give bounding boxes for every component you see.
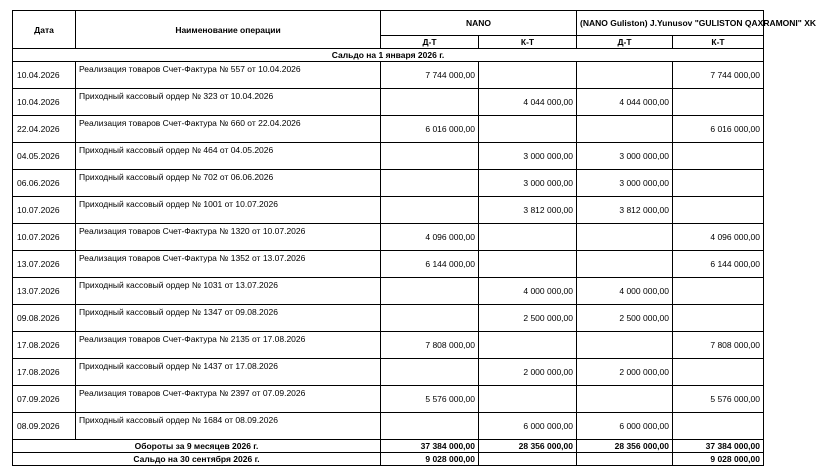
row-credit-2 bbox=[673, 305, 764, 332]
row-credit-2 bbox=[673, 278, 764, 305]
row-debit-1: 7 744 000,00 bbox=[381, 62, 479, 89]
row-date: 10.07.2026 bbox=[13, 224, 76, 251]
table-row bbox=[13, 170, 764, 197]
row-debit-2: 2 000 000,00 bbox=[577, 359, 673, 386]
row-debit-2: 3 812 000,00 bbox=[577, 197, 673, 224]
header-credit-1: К-Т bbox=[479, 36, 577, 49]
row-credit-2: 5 576 000,00 bbox=[673, 386, 764, 413]
row-debit-2: 4 044 000,00 bbox=[577, 89, 673, 116]
row-operation: Реализация товаров Счет-Фактура № 2135 от 17.08.2026 bbox=[76, 332, 381, 359]
closing-debit-1: 9 028 000,00 bbox=[381, 453, 479, 466]
header-party-nano: NANO bbox=[381, 11, 577, 36]
row-debit-1: 6 144 000,00 bbox=[381, 251, 479, 278]
table-row bbox=[13, 62, 764, 89]
table-row bbox=[13, 359, 764, 386]
row-debit-1: 6 016 000,00 bbox=[381, 116, 479, 143]
row-credit-2: 6 144 000,00 bbox=[673, 251, 764, 278]
row-debit-2 bbox=[577, 251, 673, 278]
row-debit-2 bbox=[577, 62, 673, 89]
turnover-debit-2: 28 356 000,00 bbox=[577, 440, 673, 453]
row-credit-2: 7 808 000,00 bbox=[673, 332, 764, 359]
table-row bbox=[13, 251, 764, 278]
row-debit-2 bbox=[577, 332, 673, 359]
opening-balance-label: Сальдо на 1 января 2026 г. bbox=[13, 49, 764, 62]
table-row bbox=[13, 386, 764, 413]
row-date: 08.09.2026 bbox=[13, 413, 76, 440]
row-credit-1 bbox=[479, 332, 577, 359]
row-debit-1 bbox=[381, 197, 479, 224]
row-date: 22.04.2026 bbox=[13, 116, 76, 143]
header-operation: Наименование операции bbox=[76, 11, 381, 49]
row-credit-1 bbox=[479, 116, 577, 143]
table-row bbox=[13, 197, 764, 224]
row-date: 06.06.2026 bbox=[13, 170, 76, 197]
row-date: 10.07.2026 bbox=[13, 197, 76, 224]
closing-credit-1 bbox=[479, 453, 577, 466]
row-operation: Приходный кассовый ордер № 1031 от 13.07.2026 bbox=[76, 278, 381, 305]
row-debit-2: 6 000 000,00 bbox=[577, 413, 673, 440]
turnover-debit-1: 37 384 000,00 bbox=[381, 440, 479, 453]
table-row bbox=[13, 305, 764, 332]
row-debit-1 bbox=[381, 170, 479, 197]
reconciliation-table bbox=[12, 10, 816, 466]
row-credit-1 bbox=[479, 386, 577, 413]
row-credit-1 bbox=[479, 224, 577, 251]
row-credit-1: 3 812 000,00 bbox=[479, 197, 577, 224]
header-party-guliston: (NANO Guliston) J.Yunusov "GULISTON QAXRAMONI" XK bbox=[577, 11, 764, 36]
row-debit-2: 4 000 000,00 bbox=[577, 278, 673, 305]
row-debit-2 bbox=[577, 224, 673, 251]
row-operation: Приходный кассовый ордер № 1001 от 10.07.2026 bbox=[76, 197, 381, 224]
row-credit-1: 4 000 000,00 bbox=[479, 278, 577, 305]
table-row bbox=[13, 143, 764, 170]
row-credit-1: 2 000 000,00 bbox=[479, 359, 577, 386]
turnover-row bbox=[13, 440, 764, 453]
row-date: 10.04.2026 bbox=[13, 89, 76, 116]
table-row bbox=[13, 116, 764, 143]
row-operation: Приходный кассовый ордер № 323 от 10.04.2026 bbox=[76, 89, 381, 116]
row-credit-1: 3 000 000,00 bbox=[479, 143, 577, 170]
table-row bbox=[13, 332, 764, 359]
row-credit-2 bbox=[673, 197, 764, 224]
row-credit-2 bbox=[673, 413, 764, 440]
row-credit-2 bbox=[673, 143, 764, 170]
closing-credit-2: 9 028 000,00 bbox=[673, 453, 764, 466]
table-row bbox=[13, 413, 764, 440]
turnover-label: Обороты за 9 месяцев 2026 г. bbox=[13, 440, 381, 453]
row-operation: Реализация товаров Счет-Фактура № 1320 от 10.07.2026 bbox=[76, 224, 381, 251]
row-operation: Реализация товаров Счет-Фактура № 557 от 10.04.2026 bbox=[76, 62, 381, 89]
header-debit-2: Д-Т bbox=[577, 36, 673, 49]
row-credit-2 bbox=[673, 89, 764, 116]
header-row bbox=[13, 11, 764, 36]
row-debit-2 bbox=[577, 116, 673, 143]
row-credit-1: 4 044 000,00 bbox=[479, 89, 577, 116]
row-credit-2 bbox=[673, 170, 764, 197]
row-credit-1 bbox=[479, 62, 577, 89]
row-operation: Приходный кассовый ордер № 1684 от 08.09.2026 bbox=[76, 413, 381, 440]
row-date: 17.08.2026 bbox=[13, 359, 76, 386]
row-credit-2 bbox=[673, 359, 764, 386]
row-credit-1: 2 500 000,00 bbox=[479, 305, 577, 332]
row-debit-2 bbox=[577, 386, 673, 413]
row-debit-1 bbox=[381, 305, 479, 332]
turnover-credit-2: 37 384 000,00 bbox=[673, 440, 764, 453]
row-debit-1 bbox=[381, 359, 479, 386]
table-row bbox=[13, 224, 764, 251]
header-credit-2: К-Т bbox=[673, 36, 764, 49]
row-operation: Реализация товаров Счет-Фактура № 660 от 22.04.2026 bbox=[76, 116, 381, 143]
row-credit-1: 3 000 000,00 bbox=[479, 170, 577, 197]
row-date: 13.07.2026 bbox=[13, 251, 76, 278]
row-operation: Приходный кассовый ордер № 464 от 04.05.2026 bbox=[76, 143, 381, 170]
row-debit-1: 4 096 000,00 bbox=[381, 224, 479, 251]
row-operation: Приходный кассовый ордер № 702 от 06.06.2026 bbox=[76, 170, 381, 197]
closing-debit-2 bbox=[577, 453, 673, 466]
row-date: 04.05.2026 bbox=[13, 143, 76, 170]
row-operation: Приходный кассовый ордер № 1437 от 17.08.2026 bbox=[76, 359, 381, 386]
table-row bbox=[13, 278, 764, 305]
row-debit-1: 5 576 000,00 bbox=[381, 386, 479, 413]
header-debit-1: Д-Т bbox=[381, 36, 479, 49]
opening-balance-row bbox=[13, 49, 764, 62]
row-debit-1 bbox=[381, 89, 479, 116]
header-date: Дата bbox=[13, 11, 76, 49]
row-date: 09.08.2026 bbox=[13, 305, 76, 332]
row-debit-1 bbox=[381, 278, 479, 305]
table-row bbox=[13, 89, 764, 116]
row-date: 17.08.2026 bbox=[13, 332, 76, 359]
row-date: 13.07.2026 bbox=[13, 278, 76, 305]
row-debit-1: 7 808 000,00 bbox=[381, 332, 479, 359]
row-debit-2: 3 000 000,00 bbox=[577, 143, 673, 170]
row-operation: Приходный кассовый ордер № 1347 от 09.08.2026 bbox=[76, 305, 381, 332]
closing-label: Сальдо на 30 сентября 2026 г. bbox=[13, 453, 381, 466]
row-credit-1 bbox=[479, 251, 577, 278]
row-date: 07.09.2026 bbox=[13, 386, 76, 413]
row-credit-2: 7 744 000,00 bbox=[673, 62, 764, 89]
row-credit-2: 6 016 000,00 bbox=[673, 116, 764, 143]
turnover-credit-1: 28 356 000,00 bbox=[479, 440, 577, 453]
row-debit-2: 3 000 000,00 bbox=[577, 170, 673, 197]
row-operation: Реализация товаров Счет-Фактура № 1352 от 13.07.2026 bbox=[76, 251, 381, 278]
row-date: 10.04.2026 bbox=[13, 62, 76, 89]
row-credit-2: 4 096 000,00 bbox=[673, 224, 764, 251]
row-debit-1 bbox=[381, 143, 479, 170]
row-debit-2: 2 500 000,00 bbox=[577, 305, 673, 332]
row-credit-1: 6 000 000,00 bbox=[479, 413, 577, 440]
row-operation: Реализация товаров Счет-Фактура № 2397 от 07.09.2026 bbox=[76, 386, 381, 413]
closing-balance-row bbox=[13, 453, 764, 466]
row-debit-1 bbox=[381, 413, 479, 440]
